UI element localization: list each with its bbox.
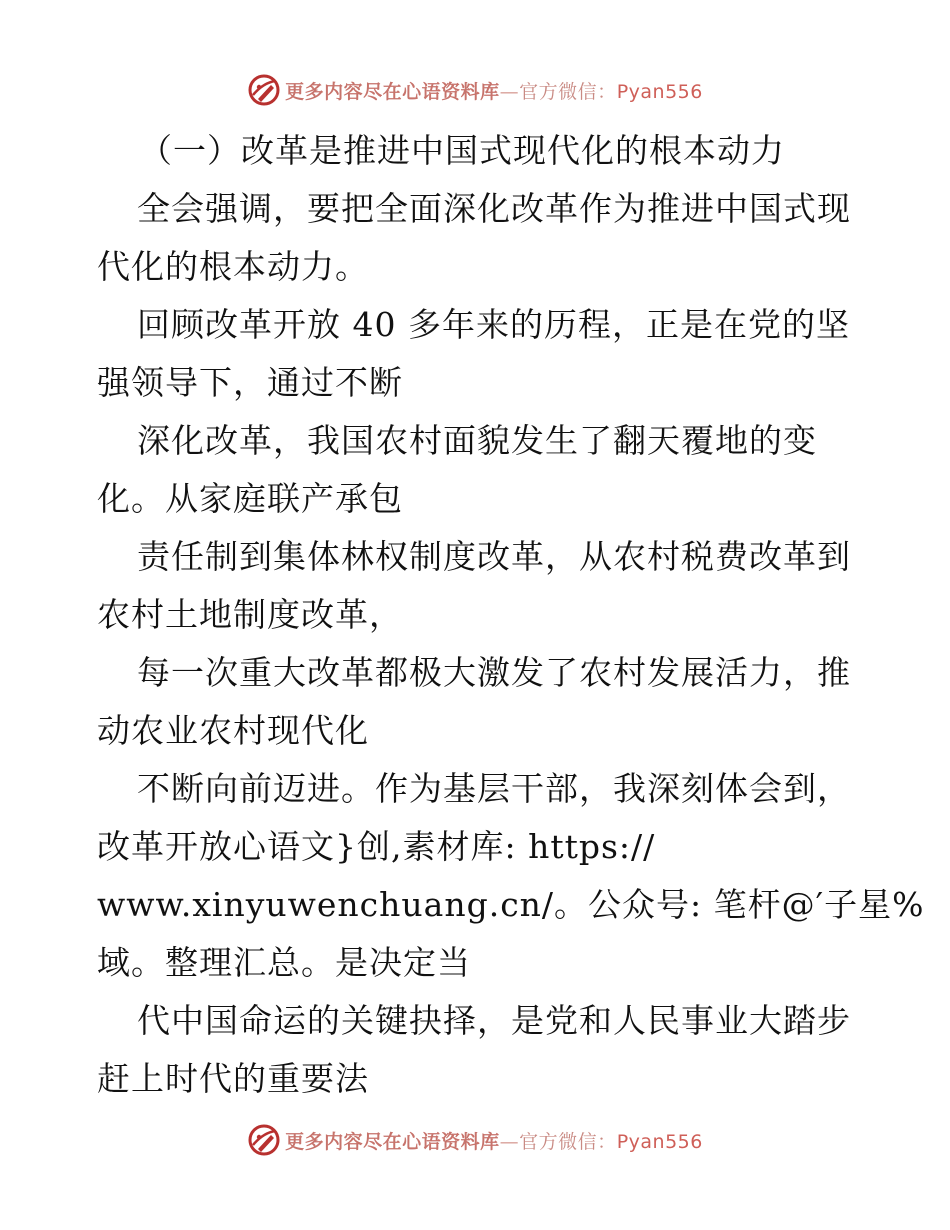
text-line: 域。整理汇总。是决定当 [97, 943, 471, 982]
text-line: 动农业农村现代化 [97, 711, 369, 750]
footer-wechat-id: Pyan556 [616, 1130, 703, 1153]
footer-sep: — [499, 1130, 520, 1153]
pen-logo-icon [247, 73, 281, 107]
text-line: 农村土地制度改革， [97, 595, 403, 634]
footer-banner [0, 1120, 950, 1160]
text-line: 全会强调，要把全面深化改革作为推进中国式现 [137, 189, 851, 228]
header-wechat-id: Pyan556 [616, 80, 703, 103]
header-text [285, 77, 703, 104]
header-wechat-label: 官方微信： [519, 80, 617, 103]
text-line: 责任制到集体林权制度改革，从农村税费改革到 [137, 537, 851, 576]
text-line: 每一次重大改革都极大激发了农村发展活力，推 [137, 653, 851, 692]
header-banner [0, 70, 950, 110]
text-line: 深化改革，我国农村面貌发生了翻天覆地的变 [137, 421, 817, 460]
text-line-url: www.xinyuwenchuang.cn/。公众号: 笔杆@′子星% [97, 885, 925, 924]
text-line: 代中国命运的关键抉择，是党和人民事业大踏步 [137, 1001, 851, 1040]
footer-main: 更多内容尽在心语资料库 [285, 1130, 500, 1153]
text-line: 回顾改革开放 40 多年来的历程，正是在党的坚 [137, 305, 850, 344]
text-line: 化。从家庭联产承包 [97, 479, 403, 518]
text-line: 改革开放心语文}创,素材库: https:// [97, 827, 656, 866]
text-line: 赶上时代的重要法 [97, 1059, 369, 1098]
section-heading: （一）改革是推进中国式现代化的根本动力 [139, 131, 785, 170]
text-line: 强领导下，通过不断 [97, 363, 403, 402]
header-sep: — [499, 80, 520, 103]
body-text [97, 122, 925, 1108]
pen-logo-icon [247, 1123, 281, 1157]
footer-wechat-label: 官方微信： [519, 1130, 617, 1153]
footer-text [285, 1127, 703, 1154]
text-line: 代化的根本动力。 [97, 247, 369, 286]
text-line: 不断向前迈进。作为基层干部，我深刻体会到， [137, 769, 851, 808]
header-main: 更多内容尽在心语资料库 [285, 80, 500, 103]
